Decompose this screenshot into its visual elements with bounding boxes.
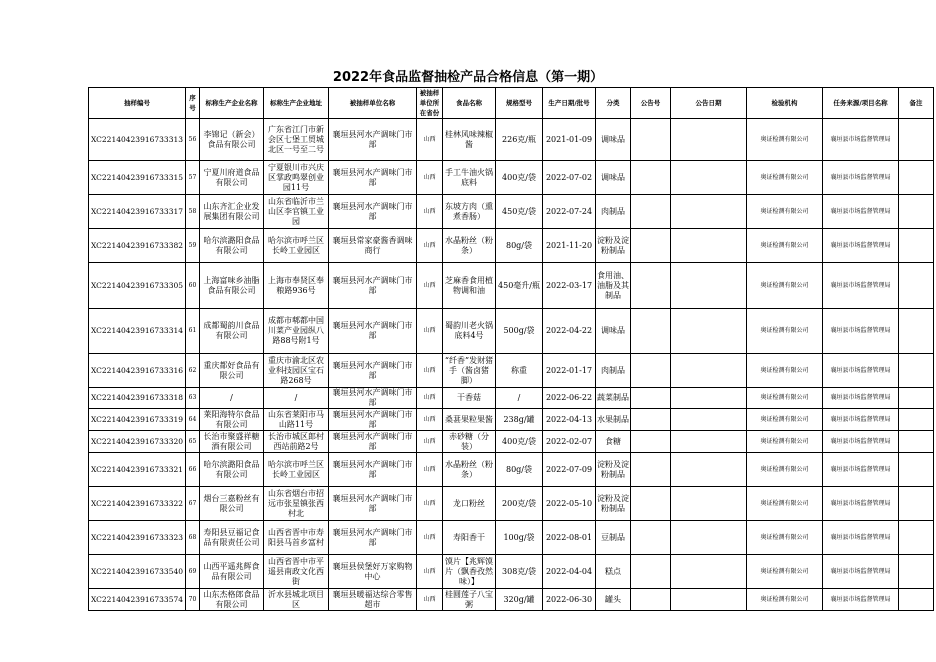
task-source-cell: 襄垣县市场监督管理局 xyxy=(823,555,899,589)
remark-cell xyxy=(899,195,934,229)
lab-cell: 奥证检测有限公司 xyxy=(747,521,823,555)
category-cell: 糕点 xyxy=(596,555,631,589)
spec-cell: 450毫升/瓶 xyxy=(496,263,543,309)
lab-cell: 奥证检测有限公司 xyxy=(747,487,823,521)
category-cell: 调味品 xyxy=(596,309,631,354)
category-cell: 淀粉及淀粉制品 xyxy=(596,487,631,521)
spec-cell: 80g/袋 xyxy=(496,229,543,263)
food-name-cell: 寿阳香干 xyxy=(443,521,496,555)
code-cell: XC22140423916733305 xyxy=(89,263,186,309)
table-row xyxy=(89,195,934,229)
serial-cell: 65 xyxy=(186,431,200,453)
task-source-cell: 襄垣县市场监督管理局 xyxy=(823,431,899,453)
lab-cell: 奥证检测有限公司 xyxy=(747,388,823,409)
category-cell: 豆制品 xyxy=(596,521,631,555)
serial-cell: 66 xyxy=(186,453,200,487)
table-row xyxy=(89,119,934,161)
address-cell: 哈尔滨市呼兰区长岭工业园区 xyxy=(264,229,329,263)
province-cell: 山西 xyxy=(417,354,443,388)
table-row xyxy=(89,521,934,555)
table-row xyxy=(89,589,934,611)
notice-date-cell xyxy=(671,453,747,487)
sampled-unit-cell: 襄垣县常家豪酱香调味商行 xyxy=(329,229,417,263)
category-cell: 肉制品 xyxy=(596,354,631,388)
serial-cell: 57 xyxy=(186,161,200,195)
sampled-unit-cell: 襄垣县河水产调味门市部 xyxy=(329,195,417,229)
lab-cell: 奥证检测有限公司 xyxy=(747,119,823,161)
notice-date-cell xyxy=(671,119,747,161)
province-cell: 山西 xyxy=(417,555,443,589)
notice-number-cell xyxy=(631,195,671,229)
company-cell: 山东齐汇企业发展集团有限公司 xyxy=(200,195,264,229)
company-cell: 宁夏川府道食品有限公司 xyxy=(200,161,264,195)
code-cell: XC22140423916733574 xyxy=(89,589,186,611)
food-name-cell: 赤砂糖（分装） xyxy=(443,431,496,453)
notice-number-cell xyxy=(631,309,671,354)
header-cell: 被抽样单位所在省份 xyxy=(417,88,443,119)
notice-number-cell xyxy=(631,119,671,161)
task-source-cell: 襄垣县市场监督管理局 xyxy=(823,309,899,354)
address-cell: 长治市城区郎村西站前路2号 xyxy=(264,431,329,453)
header-cell: 检验机构 xyxy=(747,88,823,119)
production-date-cell: 2022-07-09 xyxy=(543,453,596,487)
notice-date-cell xyxy=(671,521,747,555)
header-cell: 分类 xyxy=(596,88,631,119)
code-cell: XC22140423916733323 xyxy=(89,521,186,555)
spec-cell: 80g/袋 xyxy=(496,453,543,487)
header-cell: 序号 xyxy=(186,88,200,119)
production-date-cell: 2022-04-04 xyxy=(543,555,596,589)
code-cell: XC22140423916733317 xyxy=(89,195,186,229)
sampled-unit-cell: 襄垣县河水产调味门市部 xyxy=(329,487,417,521)
sampled-unit-cell: 襄垣县河水产调味门市部 xyxy=(329,309,417,354)
lab-cell: 奥证检测有限公司 xyxy=(747,195,823,229)
category-cell: 蔬菜制品 xyxy=(596,388,631,409)
notice-number-cell xyxy=(631,453,671,487)
category-cell: 水果制品 xyxy=(596,409,631,431)
serial-cell: 58 xyxy=(186,195,200,229)
province-cell: 山西 xyxy=(417,229,443,263)
province-cell: 山西 xyxy=(417,589,443,611)
lab-cell: 奥证检测有限公司 xyxy=(747,161,823,195)
serial-cell: 56 xyxy=(186,119,200,161)
table-row xyxy=(89,555,934,589)
province-cell: 山西 xyxy=(417,263,443,309)
food-name-cell: 水晶粉丝（粉条） xyxy=(443,229,496,263)
lab-cell: 奥证检测有限公司 xyxy=(747,589,823,611)
spec-cell: / xyxy=(496,388,543,409)
notice-number-cell xyxy=(631,431,671,453)
table-row xyxy=(89,354,934,388)
code-cell: XC22140423916733316 xyxy=(89,354,186,388)
province-cell: 山西 xyxy=(417,409,443,431)
page-title: 2022年食品监督抽检产品合格信息（第一期） xyxy=(332,70,604,85)
task-source-cell: 襄垣县市场监督管理局 xyxy=(823,195,899,229)
food-name-cell: 桑葚果粒果酱 xyxy=(443,409,496,431)
production-date-cell: 2022-04-13 xyxy=(543,409,596,431)
province-cell: 山西 xyxy=(417,487,443,521)
task-source-cell: 襄垣县市场监督管理局 xyxy=(823,354,899,388)
food-name-cell: 干香菇 xyxy=(443,388,496,409)
sampled-unit-cell: 襄垣县河水产调味门市部 xyxy=(329,388,417,409)
category-cell: 调味品 xyxy=(596,119,631,161)
sampled-unit-cell: 襄垣县河水产调味门市部 xyxy=(329,521,417,555)
sampled-unit-cell: 襄垣县河水产调味门市部 xyxy=(329,161,417,195)
notice-number-cell xyxy=(631,409,671,431)
production-date-cell: 2022-06-30 xyxy=(543,589,596,611)
address-cell: 哈尔滨市呼兰区长岭工业园区 xyxy=(264,453,329,487)
table-row xyxy=(89,161,934,195)
company-cell: 上海富味乡油脂食品有限公司 xyxy=(200,263,264,309)
production-date-cell: 2022-04-22 xyxy=(543,309,596,354)
remark-cell xyxy=(899,388,934,409)
header-cell: 标称生产企业地址 xyxy=(264,88,329,119)
food-name-cell: “纤香”发财猪手（酱卤猪脚） xyxy=(443,354,496,388)
spec-cell: 226克/瓶 xyxy=(496,119,543,161)
production-date-cell: 2022-07-24 xyxy=(543,195,596,229)
production-date-cell: 2021-01-09 xyxy=(543,119,596,161)
lab-cell: 奥证检测有限公司 xyxy=(747,354,823,388)
address-cell: 山东省莱阳市马山路11号 xyxy=(264,409,329,431)
notice-date-cell xyxy=(671,229,747,263)
company-cell: 寿阳县豆福记食品有限责任公司 xyxy=(200,521,264,555)
lab-cell: 奥证检测有限公司 xyxy=(747,263,823,309)
province-cell: 山西 xyxy=(417,161,443,195)
remark-cell xyxy=(899,431,934,453)
company-cell: 哈尔滨潞阳食品有限公司 xyxy=(200,453,264,487)
category-cell: 淀粉及淀粉制品 xyxy=(596,453,631,487)
header-cell: 抽样编号 xyxy=(89,88,186,119)
sampled-unit-cell: 襄垣县河水产调味门市部 xyxy=(329,119,417,161)
lab-cell: 奥证检测有限公司 xyxy=(747,309,823,354)
province-cell: 山西 xyxy=(417,309,443,354)
code-cell: XC22140423916733318 xyxy=(89,388,186,409)
table-row xyxy=(89,263,934,309)
spec-cell: 称重 xyxy=(496,354,543,388)
spec-cell: 100g/袋 xyxy=(496,521,543,555)
food-name-cell: 龙口粉丝 xyxy=(443,487,496,521)
sampled-unit-cell: 襄垣县河水产调味门市部 xyxy=(329,409,417,431)
address-cell: 山西省晋中市寿阳县马首乡富村 xyxy=(264,521,329,555)
company-cell: 李锦记（新会）食品有限公司 xyxy=(200,119,264,161)
remark-cell xyxy=(899,453,934,487)
production-date-cell: 2022-03-17 xyxy=(543,263,596,309)
sampled-unit-cell: 襄垣县河水产调味门市部 xyxy=(329,431,417,453)
table-row xyxy=(89,431,934,453)
lab-cell: 奥证检测有限公司 xyxy=(747,555,823,589)
header-cell: 备注 xyxy=(899,88,934,119)
address-cell: 广东省江门市新会区七堡工贸城北区一号至二号 xyxy=(264,119,329,161)
code-cell: XC22140423916733319 xyxy=(89,409,186,431)
food-name-cell: 水晶粉丝（粉条） xyxy=(443,453,496,487)
notice-number-cell xyxy=(631,354,671,388)
notice-date-cell xyxy=(671,309,747,354)
spec-cell: 238g/罐 xyxy=(496,409,543,431)
lab-cell: 奥证检测有限公司 xyxy=(747,229,823,263)
address-cell: 山西省晋中市平遥县南政文化西街 xyxy=(264,555,329,589)
sampled-unit-cell: 襄垣县侯堡好万家购物中心 xyxy=(329,555,417,589)
sampled-unit-cell: 襄垣县河水产调味门市部 xyxy=(329,453,417,487)
code-cell: XC22140423916733314 xyxy=(89,309,186,354)
company-cell: / xyxy=(200,388,264,409)
notice-date-cell xyxy=(671,431,747,453)
province-cell: 山西 xyxy=(417,453,443,487)
remark-cell xyxy=(899,263,934,309)
address-cell: 成都市郫都中国川菜产业园纵八路88号附1号 xyxy=(264,309,329,354)
address-cell: 山东省烟台市招远市张星镇张西村北 xyxy=(264,487,329,521)
task-source-cell: 襄垣县市场监督管理局 xyxy=(823,487,899,521)
code-cell: XC22140423916733315 xyxy=(89,161,186,195)
notice-date-cell xyxy=(671,263,747,309)
category-cell: 肉制品 xyxy=(596,195,631,229)
remark-cell xyxy=(899,521,934,555)
table-header-row xyxy=(89,88,934,119)
production-date-cell: 2022-01-17 xyxy=(543,354,596,388)
header-cell: 被抽样单位名称 xyxy=(329,88,417,119)
header-cell: 公告日期 xyxy=(671,88,747,119)
notice-date-cell xyxy=(671,409,747,431)
remark-cell xyxy=(899,555,934,589)
code-cell: XC22140423916733322 xyxy=(89,487,186,521)
code-cell: XC22140423916733382 xyxy=(89,229,186,263)
table-row xyxy=(89,229,934,263)
food-name-cell: 芝麻香食用植物调和油 xyxy=(443,263,496,309)
spec-cell: 308克/袋 xyxy=(496,555,543,589)
category-cell: 淀粉及淀粉制品 xyxy=(596,229,631,263)
notice-number-cell xyxy=(631,161,671,195)
spec-cell: 450克/袋 xyxy=(496,195,543,229)
production-date-cell: 2021-11-20 xyxy=(543,229,596,263)
province-cell: 山西 xyxy=(417,431,443,453)
task-source-cell: 襄垣县市场监督管理局 xyxy=(823,521,899,555)
table-row xyxy=(89,309,934,354)
remark-cell xyxy=(899,309,934,354)
header-cell: 标称生产企业名称 xyxy=(200,88,264,119)
task-source-cell: 襄垣县市场监督管理局 xyxy=(823,229,899,263)
remark-cell xyxy=(899,161,934,195)
province-cell: 山西 xyxy=(417,195,443,229)
notice-date-cell xyxy=(671,487,747,521)
company-cell: 重庆都好食品有限公司 xyxy=(200,354,264,388)
category-cell: 罐头 xyxy=(596,589,631,611)
header-cell: 食品名称 xyxy=(443,88,496,119)
task-source-cell: 襄垣县市场监督管理局 xyxy=(823,409,899,431)
province-cell: 山西 xyxy=(417,119,443,161)
spec-cell: 400克/袋 xyxy=(496,161,543,195)
company-cell: 长治市聚盛祥糖酒有限公司 xyxy=(200,431,264,453)
remark-cell xyxy=(899,354,934,388)
spec-cell: 320g/罐 xyxy=(496,589,543,611)
notice-date-cell xyxy=(671,589,747,611)
table-row xyxy=(89,409,934,431)
notice-date-cell xyxy=(671,388,747,409)
sampled-unit-cell: 襄垣县河水产调味门市部 xyxy=(329,263,417,309)
code-cell: XC22140423916733313 xyxy=(89,119,186,161)
company-cell: 莱阳海特尔食品有限公司 xyxy=(200,409,264,431)
company-cell: 烟台三嘉粉丝有限公司 xyxy=(200,487,264,521)
notice-number-cell xyxy=(631,263,671,309)
food-name-cell: 馍片【兆辉馍片（飘香孜然味）】 xyxy=(443,555,496,589)
company-cell: 成都蜀韵川食品有限公司 xyxy=(200,309,264,354)
task-source-cell: 襄垣县市场监督管理局 xyxy=(823,453,899,487)
task-source-cell: 襄垣县市场监督管理局 xyxy=(823,388,899,409)
task-source-cell: 襄垣县市场监督管理局 xyxy=(823,263,899,309)
production-date-cell: 2022-02-07 xyxy=(543,431,596,453)
remark-cell xyxy=(899,589,934,611)
notice-number-cell xyxy=(631,555,671,589)
production-date-cell: 2022-08-01 xyxy=(543,521,596,555)
notice-number-cell xyxy=(631,521,671,555)
category-cell: 调味品 xyxy=(596,161,631,195)
notice-date-cell xyxy=(671,195,747,229)
address-cell: 山东省临沂市兰山区李官镇工业园 xyxy=(264,195,329,229)
serial-cell: 63 xyxy=(186,388,200,409)
header-cell: 规格型号 xyxy=(496,88,543,119)
company-cell: 山西平遥兆辉食品有限公司 xyxy=(200,555,264,589)
province-cell: 山西 xyxy=(417,521,443,555)
company-cell: 山东杰格郎食品有限公司 xyxy=(200,589,264,611)
serial-cell: 69 xyxy=(186,555,200,589)
serial-cell: 68 xyxy=(186,521,200,555)
sampled-unit-cell: 襄垣县暖福达综合零售超市 xyxy=(329,589,417,611)
address-cell: / xyxy=(264,388,329,409)
header-cell: 公告号 xyxy=(631,88,671,119)
serial-cell: 70 xyxy=(186,589,200,611)
remark-cell xyxy=(899,229,934,263)
food-name-cell: 蜀韵川老火锅底料4号 xyxy=(443,309,496,354)
food-name-cell: 桂林风味辣椒酱 xyxy=(443,119,496,161)
header-cell: 任务来源/项目名称 xyxy=(823,88,899,119)
address-cell: 重庆市渝北区农业科技园区宝石路268号 xyxy=(264,354,329,388)
category-cell: 食用油、油脂及其制品 xyxy=(596,263,631,309)
notice-date-cell xyxy=(671,555,747,589)
spec-cell: 500g/袋 xyxy=(496,309,543,354)
task-source-cell: 襄垣县市场监督管理局 xyxy=(823,589,899,611)
serial-cell: 62 xyxy=(186,354,200,388)
category-cell: 食糖 xyxy=(596,431,631,453)
production-date-cell: 2022-06-22 xyxy=(543,388,596,409)
notice-number-cell xyxy=(631,388,671,409)
task-source-cell: 襄垣县市场监督管理局 xyxy=(823,161,899,195)
remark-cell xyxy=(899,409,934,431)
food-name-cell: 桂圆莲子八宝粥 xyxy=(443,589,496,611)
address-cell: 上海市奉贤区奉粮路936号 xyxy=(264,263,329,309)
address-cell: 沂水县城北项目区 xyxy=(264,589,329,611)
code-cell: XC22140423916733321 xyxy=(89,453,186,487)
company-cell: 哈尔滨潞阳食品有限公司 xyxy=(200,229,264,263)
remark-cell xyxy=(899,119,934,161)
task-source-cell: 襄垣县市场监督管理局 xyxy=(823,119,899,161)
table-row xyxy=(89,388,934,409)
notice-number-cell xyxy=(631,229,671,263)
serial-cell: 59 xyxy=(186,229,200,263)
serial-cell: 67 xyxy=(186,487,200,521)
lab-cell: 奥证检测有限公司 xyxy=(747,409,823,431)
lab-cell: 奥证检测有限公司 xyxy=(747,431,823,453)
code-cell: XC22140423916733320 xyxy=(89,431,186,453)
province-cell: 山西 xyxy=(417,388,443,409)
food-name-cell: 东坡方肉（熏煮香肠） xyxy=(443,195,496,229)
spec-cell: 400克/袋 xyxy=(496,431,543,453)
serial-cell: 64 xyxy=(186,409,200,431)
spec-cell: 200克/袋 xyxy=(496,487,543,521)
address-cell: 宁夏银川市兴庆区掌政鸣翠创业园11号 xyxy=(264,161,329,195)
lab-cell: 奥证检测有限公司 xyxy=(747,453,823,487)
notice-date-cell xyxy=(671,354,747,388)
inspection-table xyxy=(88,87,934,611)
serial-cell: 60 xyxy=(186,263,200,309)
production-date-cell: 2022-07-02 xyxy=(543,161,596,195)
serial-cell: 61 xyxy=(186,309,200,354)
notice-number-cell xyxy=(631,589,671,611)
code-cell: XC22140423916733540 xyxy=(89,555,186,589)
notice-date-cell xyxy=(671,161,747,195)
remark-cell xyxy=(899,487,934,521)
notice-number-cell xyxy=(631,487,671,521)
food-name-cell: 手工牛油火锅底料 xyxy=(443,161,496,195)
table-row xyxy=(89,487,934,521)
header-cell: 生产日期/批号 xyxy=(543,88,596,119)
production-date-cell: 2022-05-10 xyxy=(543,487,596,521)
sampled-unit-cell: 襄垣县河水产调味门市部 xyxy=(329,354,417,388)
table-row xyxy=(89,453,934,487)
